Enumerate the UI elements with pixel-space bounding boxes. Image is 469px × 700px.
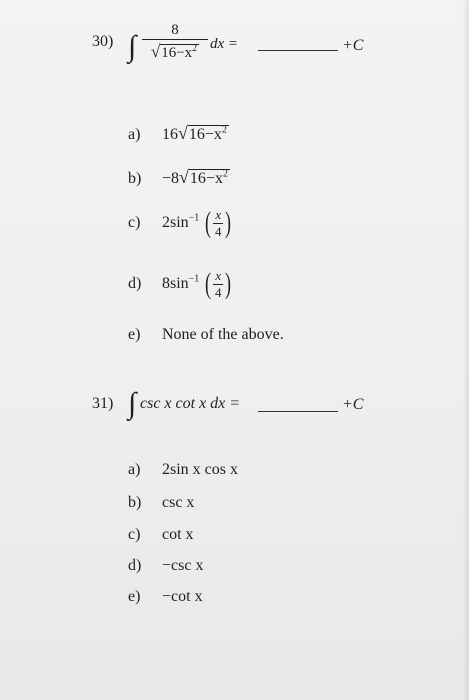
radicand-exponent: 2 — [221, 124, 227, 136]
left-paren: ( — [205, 267, 212, 301]
radicand-exponent: 2 — [192, 43, 198, 54]
option-coef: −8 — [162, 170, 180, 187]
integral-sign: ∫ — [128, 387, 137, 420]
function-name: sin — [170, 213, 189, 231]
radicand-exponent: 2 — [222, 168, 228, 180]
question-number: 31) — [92, 395, 114, 412]
integrand-fraction — [142, 22, 208, 62]
argument-fraction — [213, 268, 223, 300]
plus-c: +C — [342, 396, 364, 413]
frac-denominator: 4 — [214, 284, 222, 300]
option-e — [128, 588, 203, 606]
right-paren: ) — [225, 206, 232, 240]
argument-fraction — [213, 207, 223, 239]
option-b — [128, 494, 194, 512]
option-b — [128, 167, 230, 188]
denominator — [142, 42, 208, 62]
radicand-text: 16−x — [161, 45, 193, 61]
option-d — [128, 268, 233, 300]
answer-blank[interactable] — [258, 50, 338, 51]
frac-numerator: x — [215, 268, 222, 283]
option-coef: 16 — [162, 126, 178, 143]
option-label: b) — [128, 494, 142, 511]
option-label: a) — [128, 461, 141, 478]
fraction-bar — [142, 39, 208, 40]
radicand-text: 16−x — [188, 126, 222, 143]
option-text: cot x — [162, 526, 194, 543]
question-number: 30) — [92, 33, 114, 50]
differential: dx = — [210, 36, 239, 52]
option-label: d) — [128, 274, 142, 292]
option-d — [128, 557, 203, 575]
option-coef: 8 — [162, 274, 170, 292]
option-label: c) — [128, 213, 141, 231]
option-label: c) — [128, 526, 141, 543]
option-a — [128, 461, 238, 479]
option-text: None of the above. — [162, 326, 284, 343]
option-a — [128, 123, 229, 144]
numerator: 8 — [171, 22, 179, 38]
option-text: −csc x — [162, 557, 204, 574]
page-edge-shadow — [463, 0, 469, 700]
option-coef: 2 — [162, 213, 170, 231]
option-label: a) — [128, 126, 141, 143]
option-text: csc x — [162, 494, 195, 511]
plus-c: +C — [342, 37, 364, 54]
answer-blank[interactable] — [258, 411, 338, 412]
radicand — [160, 44, 199, 61]
option-label: e) — [128, 588, 141, 605]
left-paren: ( — [205, 206, 212, 240]
radicand-text: 16−x — [189, 170, 223, 187]
option-text: −cot x — [162, 588, 203, 605]
option-c — [128, 526, 194, 544]
function-name: sin — [170, 274, 189, 292]
option-text: 2sin x cos x — [162, 461, 238, 478]
option-label: d) — [128, 557, 142, 574]
frac-numerator: x — [215, 207, 222, 222]
function-exponent: −1 — [188, 273, 200, 285]
right-paren: ) — [225, 267, 232, 301]
function-exponent: −1 — [188, 212, 200, 224]
option-e — [128, 326, 284, 344]
radical-sign: √ — [178, 123, 188, 143]
option-c — [128, 207, 233, 239]
integral-sign: ∫ — [128, 30, 137, 63]
radical-sign: √ — [150, 42, 161, 61]
radical-sign: √ — [179, 167, 189, 187]
option-label: b) — [128, 170, 142, 187]
integrand: csc x cot x dx = — [140, 395, 241, 412]
option-label: e) — [128, 326, 141, 343]
frac-denominator: 4 — [214, 223, 222, 239]
